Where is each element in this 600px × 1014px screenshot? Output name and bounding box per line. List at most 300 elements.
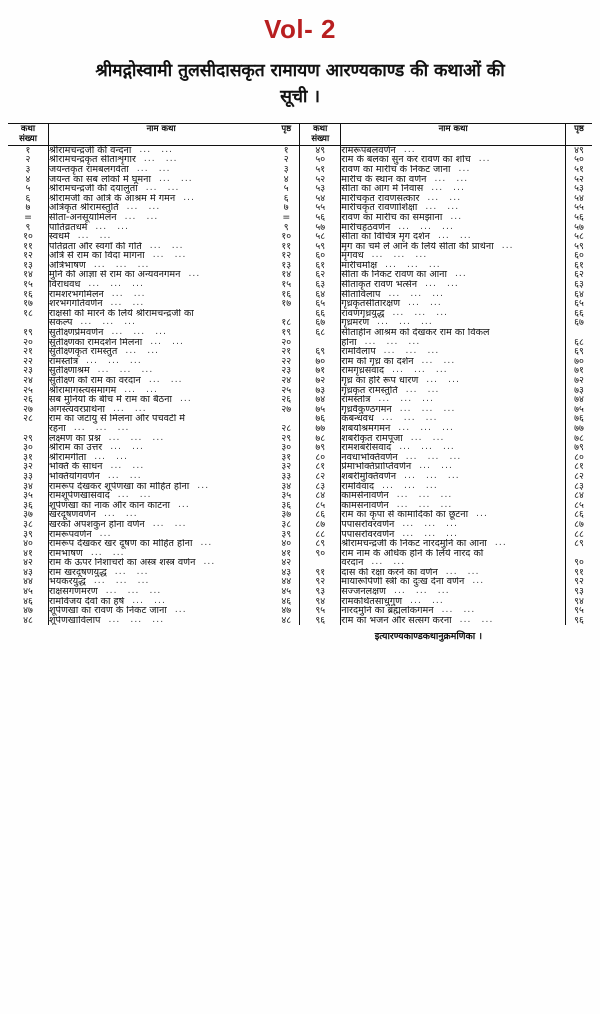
- dot-leader: ...: [448, 376, 461, 385]
- entry-name-text: पंपासरोवरवर्णन: [341, 529, 395, 540]
- dot-leader: ...: [88, 280, 101, 290]
- entry-name: [341, 558, 566, 568]
- dot-leader: ...: [203, 558, 216, 568]
- table-row: [8, 539, 592, 549]
- entry-name-text: सज्जनलक्षण: [341, 587, 386, 597]
- table-row: [8, 318, 592, 328]
- entry-name: [341, 462, 566, 472]
- dot-leader: ...: [364, 337, 377, 347]
- dot-leader: ...: [179, 395, 192, 405]
- entry-name-text: मृग का चर्म ले आने के लिये सीता की प्रार्थना: [341, 241, 494, 252]
- entry-name: [49, 549, 274, 559]
- entry-number: ४५: [8, 587, 49, 597]
- entry-number: १२: [8, 251, 49, 261]
- entry-name-text: भयंकरयुद्ध: [49, 577, 86, 588]
- entry-page-number: ६९: [566, 347, 593, 357]
- entry-page-number: ४: [283, 173, 289, 185]
- entry-number: ६२: [300, 270, 341, 280]
- dot-leader: ...: [94, 452, 107, 462]
- entry-page-number: ६४: [566, 290, 593, 300]
- dot-leader: ...: [124, 385, 137, 395]
- entry-number: ३५: [8, 491, 49, 501]
- entry-name: [49, 338, 274, 348]
- dot-leader: ...: [112, 548, 125, 558]
- dot-leader: ...: [405, 347, 418, 357]
- entry-name-text: सीताविलाप: [341, 289, 381, 300]
- entry-name-text: मायारूपिणी स्त्री का दुःख देना वर्णन: [341, 577, 465, 588]
- entry-number: ९१: [300, 568, 341, 578]
- dot-leader: ...: [425, 481, 438, 491]
- table-row: [8, 491, 592, 501]
- dot-leader: ...: [139, 145, 152, 155]
- table-row: [8, 386, 592, 396]
- dot-leader: ...: [80, 318, 93, 328]
- entry-page-number: ५५: [566, 203, 593, 213]
- entry-name-text: राम का भजन और सत्संग करना: [341, 615, 452, 626]
- entry-page-number: ३९: [281, 528, 292, 540]
- dot-leader: ...: [431, 596, 444, 606]
- entry-page-number: १: [283, 144, 289, 156]
- dot-leader: ...: [399, 318, 411, 328]
- dot-leader: ...: [129, 356, 142, 366]
- dot-leader: ...: [95, 423, 108, 433]
- dot-leader: ...: [443, 356, 456, 366]
- entry-number: ८५: [300, 501, 341, 511]
- entry-page-number: १४: [281, 269, 292, 281]
- entry-name-text: अत्रि से राम का विदा मांगना: [49, 251, 145, 261]
- dot-leader: ...: [427, 347, 440, 357]
- entry-name: [341, 587, 566, 597]
- entry-name-continuation: होना: [341, 337, 357, 348]
- entry-name-text: रामशूर्पणखासंवाद: [49, 491, 110, 501]
- dot-leader: ...: [398, 222, 411, 232]
- entry-name-text: सीता का विचित्र मृग दर्शन: [341, 232, 430, 242]
- table-row: [8, 453, 592, 463]
- entry-number: २३: [8, 366, 49, 376]
- dot-leader: ...: [476, 510, 488, 520]
- table-row: [8, 405, 592, 415]
- table-row: [8, 270, 592, 280]
- entry-name-text: सुतीक्ष्ण को राम का वरदान: [49, 376, 141, 386]
- dot-leader: ...: [134, 404, 147, 414]
- dot-leader: ...: [420, 222, 433, 232]
- entry-name: [49, 434, 274, 444]
- entry-name-text: शूर्पणखा का नाक और कान काटना: [49, 500, 170, 511]
- entry-page-number: ७९: [566, 443, 593, 453]
- table-row: [8, 145, 592, 155]
- entry-number: ५४: [300, 194, 341, 204]
- dot-leader: ...: [421, 443, 433, 453]
- table-row: [8, 299, 592, 309]
- table-row: [8, 165, 592, 175]
- toc-table-head: [8, 124, 592, 146]
- dot-leader: ...: [420, 423, 433, 433]
- entry-name-continuation: रहना: [49, 423, 66, 434]
- entry-number: ३१: [8, 453, 49, 463]
- dot-leader: ...: [449, 193, 462, 203]
- entry-page-number: ६०: [566, 251, 593, 261]
- dot-leader: ...: [188, 270, 201, 280]
- entry-name-text: शबरीकृत रामपूजा: [341, 433, 403, 444]
- entry-number: २: [8, 155, 49, 165]
- entry-name-text: पातिव्रतधर्म: [49, 222, 88, 233]
- dot-leader: ...: [438, 232, 450, 242]
- entry-name-text: गृध्रकृत रामस्तुति: [341, 385, 398, 396]
- entry-number: ५७: [300, 223, 341, 233]
- entry-name: [49, 232, 274, 242]
- entry-name-text: रामकथितसाधुगुण: [341, 596, 403, 607]
- entry-number: ८३: [300, 482, 341, 492]
- entry-name-text: श्रीरामचन्द्रजी के निकट नारदमुनि का आना: [341, 539, 487, 549]
- dot-leader: ...: [200, 539, 213, 549]
- dot-leader: ...: [103, 510, 116, 520]
- dot-leader: ...: [392, 308, 405, 318]
- dot-leader: ...: [427, 452, 440, 462]
- entry-name-text: श्रीराम का उत्तर: [49, 443, 103, 453]
- dot-leader: ...: [126, 203, 139, 213]
- dot-leader: ...: [446, 529, 459, 539]
- entry-name: [341, 414, 566, 424]
- entry-number: १०: [8, 232, 49, 242]
- entry-page-number: १६: [281, 288, 292, 300]
- table-row: [8, 472, 592, 482]
- entry-page-number: ४६: [281, 595, 292, 607]
- entry-name: [341, 472, 566, 482]
- entry-name-text: कबन्धवध: [341, 414, 374, 424]
- entry-page-number: ७३: [566, 386, 593, 396]
- entry-number: ४६: [8, 597, 49, 607]
- table-row: [8, 184, 592, 194]
- dot-leader: ...: [90, 548, 103, 558]
- dot-leader: ...: [450, 212, 463, 222]
- entry-number: ४८: [8, 616, 49, 626]
- dot-leader: ...: [459, 615, 472, 625]
- entry-name-text: शरभंगगतिवर्णन: [49, 299, 103, 309]
- dot-leader: ...: [478, 155, 491, 165]
- entry-number: ९: [8, 223, 49, 233]
- entry-number: ८१: [300, 462, 341, 472]
- dot-leader: ...: [388, 289, 401, 299]
- entry-number: ६३: [300, 280, 341, 290]
- entry-number: ५९: [300, 242, 341, 252]
- entry-name: [341, 175, 566, 185]
- entry-number: ९६: [300, 616, 341, 626]
- entry-page-number: ३१: [281, 451, 292, 463]
- entry-name: [49, 366, 274, 376]
- entry-name: [49, 213, 274, 223]
- dot-leader: ...: [172, 337, 185, 347]
- entry-number: ६: [8, 194, 49, 204]
- entry-number: ८०: [300, 453, 341, 463]
- entry-page-number: ९: [283, 221, 289, 233]
- entry-name-text: श्रीरामचन्द्रजी की दयालुता: [49, 184, 138, 194]
- dot-leader: ...: [86, 356, 99, 366]
- entry-page-number: ५३: [566, 184, 593, 194]
- entry-name: [49, 280, 274, 290]
- table-row: [8, 443, 592, 453]
- entry-name: [341, 501, 566, 511]
- entry-name-text: शूर्पणखाविलाप: [49, 615, 101, 626]
- entry-name: [341, 194, 566, 204]
- dot-leader: ...: [441, 606, 454, 616]
- dot-leader: ...: [152, 433, 165, 443]
- dot-leader: ...: [137, 260, 150, 270]
- dot-leader: ...: [77, 232, 90, 242]
- dot-leader: ...: [97, 366, 110, 376]
- dot-leader: ...: [425, 414, 438, 424]
- entry-number: ५२: [300, 175, 341, 185]
- entry-name: [341, 606, 566, 616]
- table-row: [8, 558, 592, 568]
- entry-number: ८२: [300, 472, 341, 482]
- entry-number: २४: [8, 376, 49, 386]
- dot-leader: ...: [437, 587, 450, 597]
- entry-name: [49, 539, 274, 549]
- entry-name-text: सीता-अनसूयामिलन: [49, 212, 117, 223]
- entry-name: [49, 347, 274, 357]
- entry-name: [49, 386, 274, 396]
- dot-leader: ...: [405, 452, 418, 462]
- entry-name: [49, 453, 274, 463]
- entry-name-text: शबर्याश्रमगमन: [341, 423, 391, 434]
- entry-number: ५३: [300, 184, 341, 194]
- dot-leader: ...: [127, 587, 140, 597]
- dot-leader: ...: [501, 241, 514, 251]
- entry-name: [49, 462, 274, 472]
- entry-page-number: ११: [281, 240, 292, 252]
- entry-name: [49, 501, 274, 511]
- dot-leader: ...: [449, 452, 462, 462]
- entry-name-text: गृध्रकृतसीतारक्षण: [341, 299, 401, 309]
- entry-name-text: रामरूपबलवर्णन: [341, 145, 396, 156]
- dot-leader: ...: [386, 337, 399, 347]
- table-row: [8, 462, 592, 472]
- dot-leader: ...: [459, 232, 472, 242]
- table-row: [8, 597, 592, 607]
- entry-name: [341, 376, 566, 386]
- column-header-katha-sankhya-left: [8, 124, 49, 146]
- entry-name-text: मुनि की आज्ञा से राम का अन्यवनगमन: [49, 270, 181, 281]
- dot-leader: ...: [117, 222, 130, 232]
- dot-leader: ...: [136, 567, 149, 577]
- entry-page-number: ९२: [566, 577, 593, 587]
- entry-name: [341, 309, 566, 319]
- entry-number: ७: [8, 203, 49, 213]
- dot-leader: ...: [454, 270, 467, 280]
- entry-name: [341, 424, 566, 434]
- entry-page-number: ३८: [281, 518, 292, 530]
- dot-leader: ...: [424, 529, 437, 539]
- entry-name-text: रामविजय देवों का हर्ष: [49, 596, 125, 607]
- entry-name-text: रामभाषण: [49, 548, 83, 559]
- entry-page-number: २०: [281, 336, 292, 348]
- entry-name-text: मारीच के स्थान का वर्णन: [341, 174, 427, 185]
- entry-name-text: सुतीक्ष्णकृत रामस्तुत: [49, 347, 118, 357]
- entry-name: [341, 328, 566, 338]
- dot-leader: ...: [443, 404, 456, 414]
- table-row: [8, 366, 592, 376]
- entry-name: [49, 395, 274, 405]
- entry-page-number: ५७: [566, 223, 593, 233]
- entry-name-text: सीता का आंग में निवास: [341, 184, 424, 194]
- entry-page-number: ३२: [281, 461, 292, 473]
- entry-number: ३९: [8, 530, 49, 540]
- table-row: [8, 510, 592, 520]
- table-row: [8, 242, 592, 252]
- entry-page-number: ६: [283, 192, 289, 204]
- entry-number: ७२: [300, 376, 341, 386]
- entry-name: [341, 290, 566, 300]
- dot-leader: ...: [145, 184, 158, 194]
- dot-leader: ...: [382, 481, 395, 491]
- entry-page-number: ६२: [566, 270, 593, 280]
- entry-name-text: श्रीरामचन्द्रकृत सीताशृंगार: [49, 155, 136, 165]
- table-row: [8, 616, 592, 626]
- entry-name-continuation: वरदान: [341, 558, 364, 568]
- entry-name: [341, 357, 566, 367]
- dot-leader: ...: [404, 471, 416, 481]
- table-row: [8, 549, 592, 559]
- entry-number: ९३: [300, 587, 341, 597]
- dot-leader: ...: [141, 366, 154, 376]
- table-row: [8, 223, 592, 233]
- entry-page-number: ८८: [566, 530, 593, 540]
- entry-page-number: ८७: [566, 520, 593, 530]
- entry-page-number: ९६: [566, 616, 593, 626]
- dot-leader: ...: [436, 308, 449, 318]
- entry-number: १९: [8, 328, 49, 338]
- dot-leader: ...: [125, 347, 138, 357]
- entry-page-number: ४५: [281, 586, 292, 598]
- entry-number: ३०: [8, 443, 49, 453]
- entry-number: ८६: [300, 510, 341, 520]
- entry-name: [49, 424, 274, 434]
- dot-leader: ...: [410, 596, 422, 606]
- entry-name: [341, 299, 566, 309]
- dot-leader: ...: [167, 184, 180, 194]
- entry-number: १८: [8, 309, 49, 319]
- dot-leader: ...: [112, 404, 125, 414]
- entry-name-text: रावण का मारीच के निकट जाना: [341, 164, 451, 175]
- entry-number: २७: [8, 405, 49, 415]
- dot-leader: ...: [165, 155, 178, 165]
- dot-leader: ...: [115, 577, 128, 587]
- entry-number: ५१: [300, 165, 341, 175]
- column-header-prishth-left: पृष्ठ: [273, 124, 300, 146]
- entry-number: ५८: [300, 232, 341, 242]
- dot-leader: ...: [152, 519, 165, 529]
- dot-leader: ...: [399, 404, 412, 414]
- dot-leader: ...: [458, 164, 471, 174]
- dot-leader: ...: [177, 500, 190, 510]
- entry-name: [341, 539, 566, 549]
- page-title: [0, 42, 600, 111]
- entry-page-number: १३: [281, 259, 292, 271]
- dot-leader: ...: [377, 318, 390, 328]
- entry-name: [49, 203, 274, 213]
- entry-name-text: मृगवध: [341, 251, 364, 261]
- dot-leader: ...: [132, 596, 145, 606]
- dot-leader: ...: [442, 423, 454, 433]
- dot-leader: ...: [107, 471, 120, 481]
- entry-name-text: मारीचहठवर्णन: [341, 222, 391, 233]
- dot-leader: ...: [445, 567, 458, 577]
- column-header-katha-sankhya-right: [300, 124, 341, 146]
- toc-table: [8, 124, 592, 626]
- entry-name: [341, 520, 566, 530]
- dot-leader: ...: [105, 587, 118, 597]
- entry-name-text: पंपासरोवरवर्णन: [341, 519, 395, 530]
- entry-number: ४२: [8, 558, 49, 568]
- dot-leader: ...: [139, 491, 152, 501]
- dot-leader: ...: [446, 519, 459, 529]
- entry-page-number: १९: [281, 327, 292, 339]
- entry-name-text: अत्रिभाषण: [49, 260, 86, 271]
- entry-name: [341, 213, 566, 223]
- entry-number: १: [8, 145, 49, 155]
- entry-number: ८७: [300, 520, 341, 530]
- entry-name-text: रावण का मारीच का समझाना: [341, 212, 443, 223]
- dot-leader: ...: [421, 404, 434, 414]
- entry-name: [341, 232, 566, 242]
- entry-name: [341, 386, 566, 396]
- entry-name-text: खरदूषणवर्णन: [49, 510, 96, 520]
- entry-name-text: सीताहीन आश्रम को देखकर राम का विकल: [341, 328, 490, 338]
- entry-number: ७९: [300, 443, 341, 453]
- entry-page-number: ९३: [566, 587, 593, 597]
- entry-name: [49, 299, 274, 309]
- table-row: [8, 251, 592, 261]
- entry-name-text: राम खरदूषणयुद्ध: [49, 567, 107, 578]
- entry-number: ४७: [8, 606, 49, 616]
- entry-name-text: कामसनावर्णन: [341, 500, 389, 511]
- entry-name: [49, 597, 274, 607]
- dot-leader: ...: [432, 433, 445, 443]
- entry-name-text: श्रीरामचन्द्रजी की वन्दना: [49, 145, 132, 156]
- dot-leader: ...: [403, 145, 416, 155]
- dot-leader: ...: [174, 606, 187, 616]
- table-row: [8, 309, 592, 319]
- dot-leader: ...: [394, 587, 406, 597]
- entry-page-number: ३५: [281, 490, 292, 502]
- entry-name: [341, 251, 566, 261]
- entry-name: [49, 376, 274, 386]
- entry-number: १४: [8, 270, 49, 280]
- entry-name: [49, 530, 274, 540]
- entry-page-number: २१: [281, 346, 292, 358]
- dot-leader: ...: [158, 164, 171, 174]
- entry-number: ४३: [8, 568, 49, 578]
- entry-page-number: ३४: [281, 480, 292, 492]
- entry-name: [49, 520, 274, 530]
- dot-leader: ...: [174, 251, 187, 261]
- entry-number: ६१: [300, 261, 341, 271]
- dot-leader: ...: [428, 260, 441, 270]
- dot-leader: ...: [143, 155, 156, 165]
- entry-page-number: ६५: [566, 299, 593, 309]
- entry-number: १५: [8, 280, 49, 290]
- entry-number: =: [8, 213, 49, 223]
- entry-name: [341, 155, 566, 165]
- dot-leader: ...: [130, 433, 143, 443]
- dot-leader: ...: [425, 280, 437, 290]
- entry-name: [341, 165, 566, 175]
- dot-leader: ...: [155, 328, 168, 338]
- dot-leader: ...: [408, 337, 421, 347]
- entry-page-number: २८: [281, 422, 292, 434]
- entry-page-number: १७: [281, 298, 292, 310]
- entry-page-number: ४२: [281, 557, 292, 569]
